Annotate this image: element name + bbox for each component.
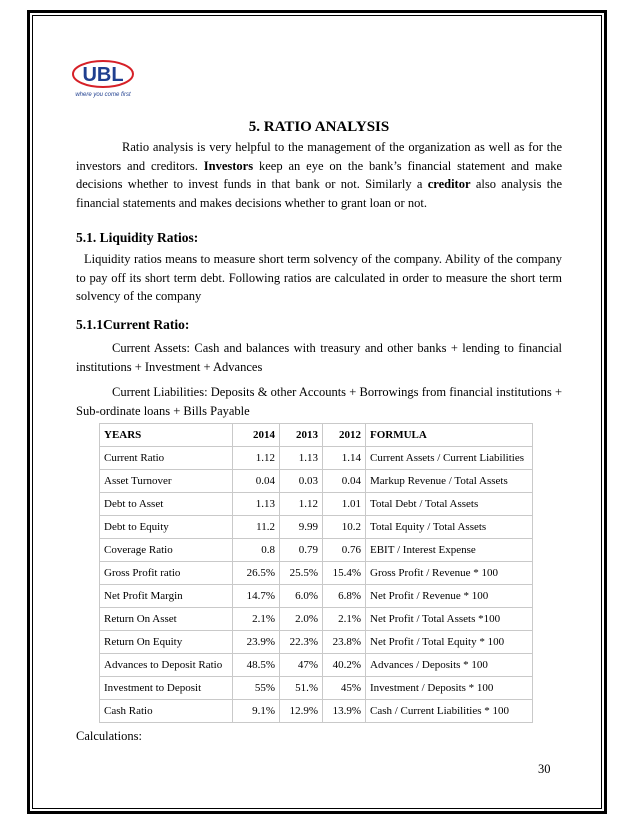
value-2013: 6.0% [280, 585, 323, 608]
value-2013: 51.% [280, 677, 323, 700]
row-formula: Advances / Deposits * 100 [366, 654, 533, 677]
value-2013: 12.9% [280, 700, 323, 723]
row-label: Debt to Equity [100, 516, 233, 539]
value-2012: 13.9% [323, 700, 366, 723]
value-2013: 1.13 [280, 447, 323, 470]
table-row [100, 700, 533, 723]
header-2012: 2012 [323, 424, 366, 447]
value-2012: 0.04 [323, 470, 366, 493]
current-liabilities-paragraph [76, 383, 562, 420]
row-formula: Net Profit / Revenue * 100 [366, 585, 533, 608]
value-2013: 0.03 [280, 470, 323, 493]
value-2012: 2.1% [323, 608, 366, 631]
value-2012: 23.8% [323, 631, 366, 654]
page-number: 30 [538, 762, 551, 776]
value-2013: 9.99 [280, 516, 323, 539]
row-formula: Net Profit / Total Equity * 100 [366, 631, 533, 654]
ubl-logo-graphic [70, 55, 140, 103]
row-label: Advances to Deposit Ratio [100, 654, 233, 677]
value-2012: 1.01 [323, 493, 366, 516]
row-label: Gross Profit ratio [100, 562, 233, 585]
value-2012: 0.76 [323, 539, 366, 562]
liquidity-paragraph [76, 250, 562, 306]
value-2012: 6.8% [323, 585, 366, 608]
table-header-row [100, 424, 533, 447]
row-label: Net Profit Margin [100, 585, 233, 608]
value-2013: 22.3% [280, 631, 323, 654]
table-row [100, 470, 533, 493]
header-years: YEARS [100, 424, 233, 447]
row-formula: Cash / Current Liabilities * 100 [366, 700, 533, 723]
value-2014: 1.12 [233, 447, 280, 470]
table-row [100, 447, 533, 470]
value-2013: 25.5% [280, 562, 323, 585]
row-label: Debt to Asset [100, 493, 233, 516]
value-2014: 14.7% [233, 585, 280, 608]
ubl-logo [70, 55, 140, 103]
header-2013: 2013 [280, 424, 323, 447]
intro-part1: Ratio analysis is very helpful to the management of the organization as well as for the investors and creditors. [76, 140, 562, 173]
value-2012: 1.14 [323, 447, 366, 470]
liquidity-heading: 5.1. Liquidity Ratios: [76, 230, 199, 245]
ratio-table [99, 423, 533, 723]
current-ratio-heading: 5.1.1Current Ratio: [76, 317, 190, 332]
row-label: Return On Equity [100, 631, 233, 654]
value-2014: 26.5% [233, 562, 280, 585]
value-2014: 1.13 [233, 493, 280, 516]
table-row [100, 493, 533, 516]
value-2013: 1.12 [280, 493, 323, 516]
row-label: Coverage Ratio [100, 539, 233, 562]
value-2014: 23.9% [233, 631, 280, 654]
value-2012: 15.4% [323, 562, 366, 585]
value-2014: 55% [233, 677, 280, 700]
creditor-term: creditor [427, 177, 471, 191]
table-row [100, 677, 533, 700]
row-label: Asset Turnover [100, 470, 233, 493]
row-label: Investment to Deposit [100, 677, 233, 700]
row-formula: Total Debt / Total Assets [366, 493, 533, 516]
table-row [100, 539, 533, 562]
table-row [100, 585, 533, 608]
row-formula: EBIT / Interest Expense [366, 539, 533, 562]
header-formula: FORMULA [366, 424, 533, 447]
table-row [100, 608, 533, 631]
row-formula: Markup Revenue / Total Assets [366, 470, 533, 493]
value-2014: 48.5% [233, 654, 280, 677]
logo-tagline: where you come first [75, 92, 131, 98]
value-2012: 40.2% [323, 654, 366, 677]
current-assets-paragraph [76, 339, 562, 376]
table-row [100, 631, 533, 654]
row-formula: Net Profit / Total Assets *100 [366, 608, 533, 631]
page-title: 5. RATIO ANALYSIS [248, 119, 390, 135]
row-label: Current Ratio [100, 447, 233, 470]
value-2014: 9.1% [233, 700, 280, 723]
value-2014: 0.8 [233, 539, 280, 562]
row-formula: Current Assets / Current Liabilities [366, 447, 533, 470]
row-label: Return On Asset [100, 608, 233, 631]
current-liabilities-text: Current Liabilities: Deposits & other Accounts + Borrowings from financial institutions + Sub-ordinate loans + Bills Payable [76, 385, 562, 418]
table-row [100, 654, 533, 677]
calculations-label: Calculations: [76, 729, 142, 743]
current-assets-text: Current Assets: Cash and balances with treasury and other banks + lending to financial institutions + Investment + Advances [76, 341, 562, 374]
row-formula: Total Equity / Total Assets [366, 516, 533, 539]
row-formula: Gross Profit / Revenue * 100 [366, 562, 533, 585]
value-2013: 2.0% [280, 608, 323, 631]
logo-brand-text: UBL [82, 64, 124, 86]
header-2014: 2014 [233, 424, 280, 447]
row-label: Cash Ratio [100, 700, 233, 723]
value-2013: 0.79 [280, 539, 323, 562]
liquidity-text: Liquidity ratios means to measure short term solvency of the company. Ability of the company to pay off its short term debt. Following ratios are calculated in order to measure the short term solvency of the company [76, 252, 562, 303]
row-formula: Investment / Deposits * 100 [366, 677, 533, 700]
table-row [100, 516, 533, 539]
intro-part2: keep an eye on the bank’s financial statement and make decisions whether to invest funds in that bank or not. Similarly a [76, 158, 563, 191]
value-2014: 2.1% [233, 608, 280, 631]
intro-part3: also analysis the financial statements and makes decisions whether to grant loan or not. [76, 177, 563, 210]
value-2013: 47% [280, 654, 323, 677]
value-2012: 10.2 [323, 516, 366, 539]
value-2014: 11.2 [233, 516, 280, 539]
investors-term: Investors [203, 158, 254, 173]
value-2012: 45% [323, 677, 366, 700]
value-2014: 0.04 [233, 470, 280, 493]
intro-paragraph [76, 138, 562, 212]
table-row [100, 562, 533, 585]
